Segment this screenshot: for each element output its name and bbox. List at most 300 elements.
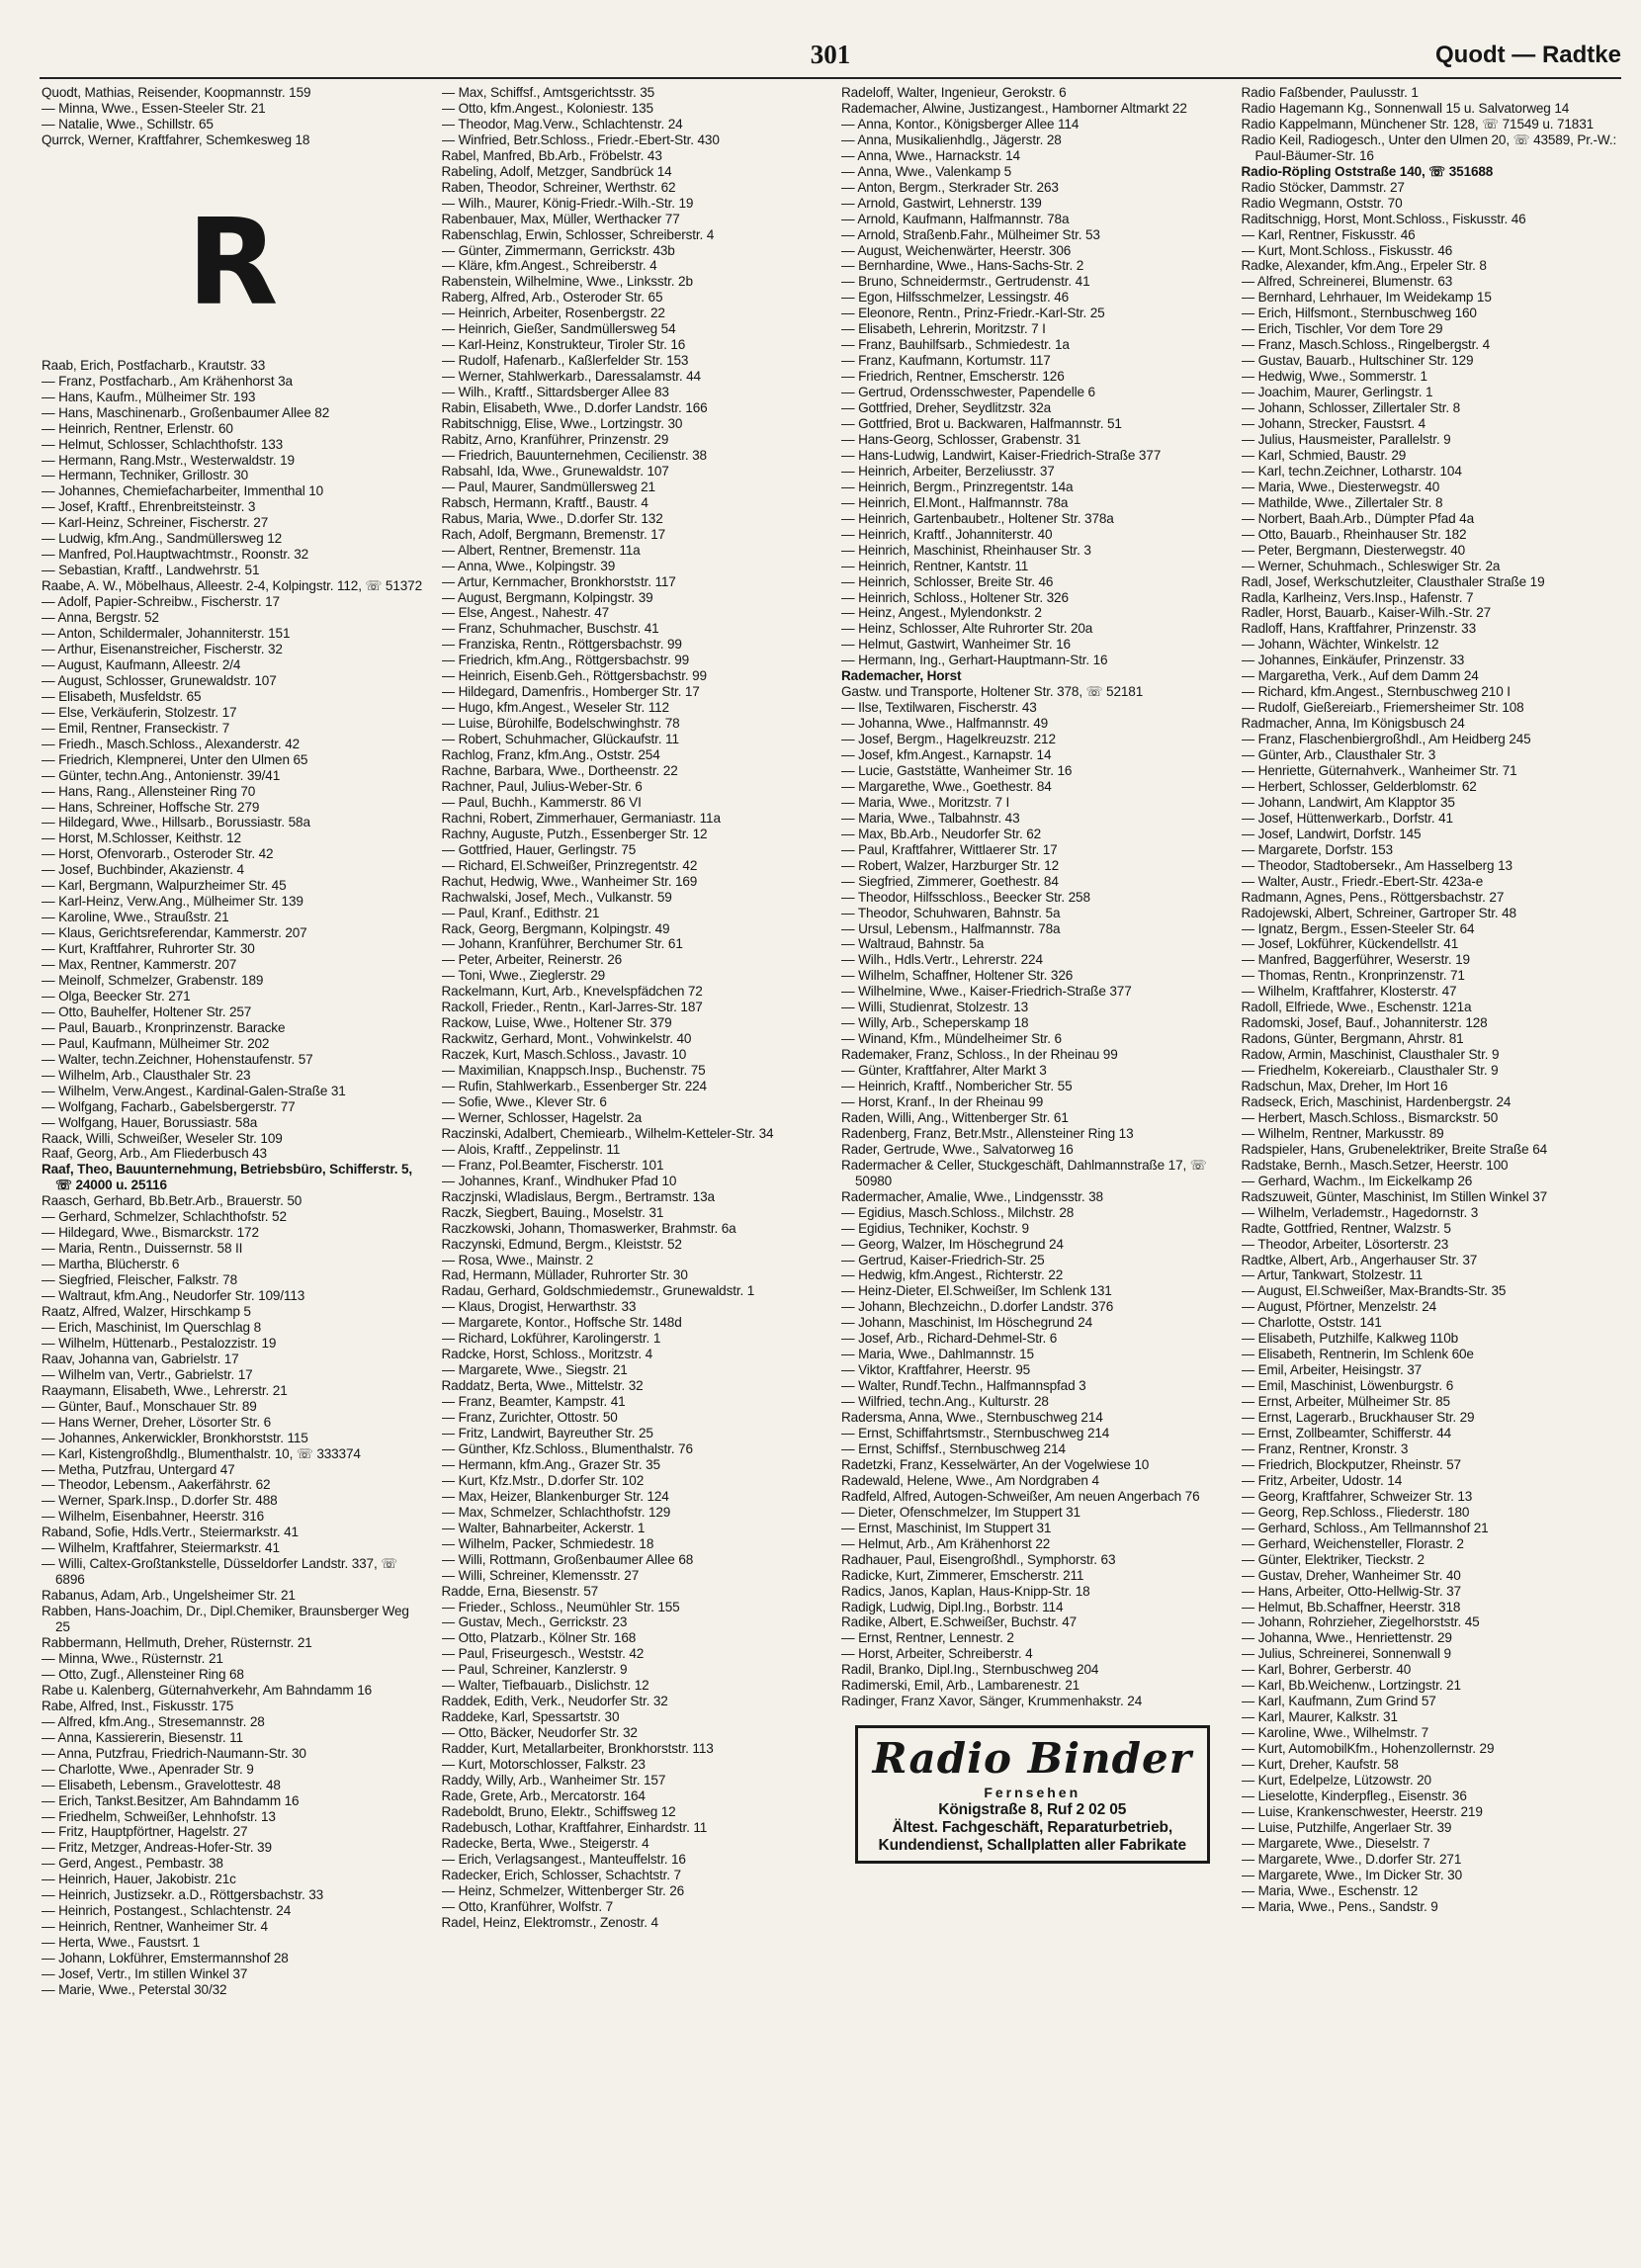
page-header	[40, 38, 1621, 77]
directory-entry: — Bruno, Schneidermstr., Gertrudenstr. 41	[841, 274, 1090, 290]
directory-entry: — Karl, Kaufmann, Zum Grind 57	[1241, 1694, 1436, 1709]
directory-entry: Raden, Willi, Ang., Wittenberger Str. 61	[841, 1109, 1069, 1125]
directory-entry: — Karl, Kistengroßhdlg., Blumenthalstr. 10, ☏ 333374	[42, 1445, 361, 1461]
directory-entry: — Hans-Ludwig, Landwirt, Kaiser-Friedrich-Straße 377	[841, 447, 1162, 463]
directory-entry: — Günter, techn.Ang., Antonienstr. 39/41	[42, 767, 281, 783]
directory-entry: — Johann, Kranführer, Berchumer Str. 61	[441, 936, 683, 952]
directory-entry: — Werner, Stahlwerkarb., Daressalamstr. 44	[441, 369, 701, 385]
directory-entry: — Erich, Tankst.Besitzer, Am Bahndamm 16	[42, 1792, 300, 1808]
directory-entry: — Friedrich, kfm.Ang., Röttgersbachstr. 99	[441, 653, 690, 668]
directory-entry: Radicke, Kurt, Zimmerer, Emscherstr. 211	[841, 1567, 1084, 1583]
directory-entry: Rabe u. Kalenberg, Güternahverkehr, Am Bahndamm 16	[42, 1682, 373, 1698]
running-head: Quodt — Radtke	[1434, 42, 1621, 68]
directory-entry: — Friedrich, Bauunternehmen, Cecilienstr. 38	[441, 447, 707, 463]
directory-entry: — Franz, Postfacharb., Am Krähenhorst 3a	[42, 373, 293, 389]
directory-entry: — Heinz-Dieter, El.Schweißer, Im Schlenk 131	[841, 1283, 1112, 1299]
directory-entry: — August, Kaufmann, Alleestr. 2/4	[42, 656, 241, 672]
directory-entry: Radecke, Berta, Wwe., Steigerstr. 4	[441, 1835, 649, 1851]
directory-entry: Rabitschnigg, Elise, Wwe., Lortzingstr. 30	[441, 416, 683, 432]
directory-entry: — Ernst, Arbeiter, Mülheimer Str. 85	[1241, 1394, 1450, 1410]
directory-entry: — Anna, Bergstr. 52	[42, 610, 159, 626]
directory-entry: — Gerhard, Schmelzer, Schlachthofstr. 52	[42, 1209, 287, 1225]
directory-entry: Raatz, Alfred, Walzer, Hirschkamp 5	[42, 1304, 251, 1319]
directory-entry: — Johann, Rohrzieher, Ziegelhorststr. 45	[1241, 1614, 1480, 1630]
directory-entry: Radenberg, Franz, Betr.Mstr., Allensteiner Ring 13	[841, 1125, 1134, 1141]
directory-entry: Radspieler, Hans, Grubenelektriker, Breite Straße 64	[1241, 1141, 1548, 1157]
directory-entry: — Max, Bb.Arb., Neudorfer Str. 62	[841, 826, 1042, 841]
directory-entry: — Gottfried, Hauer, Gerlingstr. 75	[441, 841, 637, 857]
directory-entry: — Heinrich, El.Mont., Halfmannstr. 78a	[841, 494, 1069, 510]
directory-entry: — Franz, Bauhilfsarb., Schmiedestr. 1a	[841, 337, 1070, 353]
directory-entry: — Kurt, Mont.Schloss., Fiskusstr. 46	[1241, 242, 1453, 258]
directory-entry: — Josef, Buchbinder, Akazienstr. 4	[42, 862, 244, 878]
directory-entry: — Walter, Rundf.Techn., Halfmannspfad 3	[841, 1378, 1086, 1394]
directory-entry: — Else, Verkäuferin, Stolzestr. 17	[42, 704, 237, 720]
directory-entry: — Mathilde, Wwe., Zillertaler Str. 8	[1241, 494, 1443, 510]
directory-entry: — Heinrich, Kraftf., Nombericher Str. 55	[841, 1079, 1073, 1094]
directory-entry: Quodt, Mathias, Reisender, Koopmannstr. 159	[42, 85, 311, 100]
directory-entry: Raczk, Siegbert, Bauing., Moselstr. 31	[441, 1204, 664, 1220]
directory-entry: Raddy, Willy, Arb., Wanheimer Str. 157	[441, 1772, 666, 1788]
directory-entry: — Waltraud, Bahnstr. 5a	[841, 936, 985, 952]
directory-entry: — Anna, Kassiererin, Biesenstr. 11	[42, 1729, 243, 1745]
directory-entry: — Wilhelm van, Vertr., Gabrielstr. 17	[42, 1366, 253, 1382]
directory-entry: — Fritz, Hauptpförtner, Hagelstr. 27	[42, 1824, 248, 1840]
directory-entry: — Hugo, kfm.Angest., Weseler Str. 112	[441, 700, 669, 716]
directory-entry: — Theodor, Hilfsschloss., Beecker Str. 258	[841, 889, 1090, 905]
directory-entry: Raabe, A. W., Möbelhaus, Alleestr. 2-4, Kolpingstr. 112, ☏ 51372	[42, 578, 422, 594]
directory-entry: — Georg, Kraftfahrer, Schweizer Str. 13	[1241, 1488, 1473, 1504]
directory-entry: — Artur, Kernmacher, Bronkhorststr. 117	[441, 573, 676, 589]
directory-entry: — Fritz, Arbeiter, Udostr. 14	[1241, 1472, 1403, 1488]
directory-entry: — Wilhelm, Verlademstr., Hagedornstr. 3	[1241, 1204, 1479, 1220]
directory-entry: — Friedrich, Blockputzer, Rheinstr. 57	[1241, 1456, 1461, 1472]
directory-entry: — Herbert, Masch.Schloss., Bismarckstr. 50	[1241, 1109, 1499, 1125]
directory-entry: Radio Kappelmann, Münchener Str. 128, ☏ 71549 u. 71831	[1241, 116, 1595, 131]
directory-entry: — August, El.Schweißer, Max-Brandts-Str. 35	[1241, 1283, 1507, 1299]
directory-entry: Radeloff, Walter, Ingenieur, Gerokstr. 6	[841, 85, 1067, 100]
directory-entry: — Ursul, Lebensm., Halfmannstr. 78a	[841, 920, 1061, 936]
directory-entry: — Arnold, Gastwirt, Lehnerstr. 139	[841, 195, 1042, 211]
directory-entry: — Elisabeth, Lehrerin, Moritzstr. 7 I	[841, 321, 1046, 337]
directory-entry: — Egidius, Techniker, Kochstr. 9	[841, 1220, 1029, 1236]
directory-entry: — Hildegard, Wwe., Hillsarb., Borussiastr. 58a	[42, 815, 310, 830]
directory-entry: — Theodor, Arbeiter, Lösorterstr. 23	[1241, 1236, 1449, 1252]
directory-entry: Radio Stöcker, Dammstr. 27	[1241, 179, 1405, 195]
directory-entry: — Erich, Maschinist, Im Querschlag 8	[42, 1319, 261, 1335]
directory-entry: Rack, Georg, Bergmann, Kolpingstr. 49	[441, 920, 670, 936]
directory-entry: Rachut, Hedwig, Wwe., Wanheimer Str. 169	[441, 873, 698, 889]
directory-entry: — Wilh., Kraftf., Sittardsberger Allee 83	[441, 385, 669, 400]
directory-entry: — Norbert, Baah.Arb., Dümpter Pfad 4a	[1241, 510, 1474, 526]
directory-entry: — Max, Schiffsf., Amtsgerichtsstr. 35	[441, 85, 655, 100]
directory-entry: — Friedh., Masch.Schloss., Alexanderstr. 42	[42, 736, 301, 751]
directory-entry: — Sofie, Wwe., Klever Str. 6	[441, 1094, 607, 1109]
directory-entry: — Kurt, Kfz.Mstr., D.dorfer Str. 102	[441, 1472, 645, 1488]
directory-entry: Radmacher, Anna, Im Königsbusch 24	[1241, 716, 1465, 732]
directory-entry: — Willi, Schreiner, Klemensstr. 27	[441, 1567, 640, 1583]
directory-entry: — Hans, Rang., Allensteiner Ring 70	[42, 783, 256, 799]
directory-entry: — Otto, Zugf., Allensteiner Ring 68	[42, 1666, 244, 1682]
directory-entry: Radszuweit, Günter, Maschinist, Im Stillen Winkel 37	[1241, 1188, 1548, 1204]
directory-entry: Radow, Armin, Maschinist, Clausthaler Str. 9	[1241, 1047, 1500, 1063]
directory-entry: — Otto, Bäcker, Neudorfer Str. 32	[441, 1725, 638, 1741]
directory-entry: — Werner, Schlosser, Hagelstr. 2a	[441, 1109, 643, 1125]
directory-entry: — Heinrich, Schloss., Holtener Str. 326	[841, 589, 1069, 605]
directory-entry: — Hildegard, Wwe., Bismarckstr. 172	[42, 1225, 259, 1241]
directory-entry: — Johann, Landwirt, Am Klapptor 35	[1241, 794, 1455, 810]
directory-entry: Radojewski, Albert, Schreiner, Gartroper Str. 48	[1241, 905, 1516, 920]
directory-entry: — Ludwig, kfm.Ang., Sandmüllersweg 12	[42, 531, 283, 547]
directory-entry: — Anna, Kontor., Königsberger Allee 114	[841, 116, 1080, 131]
directory-entry: — Josef, Lokführer, Kückendellstr. 41	[1241, 936, 1459, 952]
directory-entry: Rackow, Luise, Wwe., Holtener Str. 379	[441, 1015, 672, 1031]
directory-entry: — Luise, Bürohilfe, Bodelschwinghstr. 78	[441, 716, 680, 732]
directory-entry: — Karl, Bohrer, Gerberstr. 40	[1241, 1662, 1412, 1678]
directory-entry: Raczek, Kurt, Masch.Schloss., Javastr. 10	[441, 1047, 687, 1063]
directory-entry: — Josef, Vertr., Im stillen Winkel 37	[42, 1966, 248, 1982]
directory-entry: Raczkowski, Johann, Thomaswerker, Brahmstr. 6a	[441, 1220, 736, 1236]
directory-entry: — Margarethe, Wwe., Goethestr. 84	[841, 778, 1052, 794]
directory-entry: — Luise, Krankenschwester, Heerstr. 219	[1241, 1803, 1483, 1819]
directory-entry: — Anna, Putzfrau, Friedrich-Naumann-Str. 30	[42, 1745, 306, 1761]
directory-entry: — Lucie, Gaststätte, Wanheimer Str. 16	[841, 762, 1073, 778]
directory-entry: — Franz, Rentner, Kronstr. 3	[1241, 1440, 1409, 1456]
directory-entry: — Waltraut, kfm.Ang., Neudorfer Str. 109/113	[42, 1288, 305, 1304]
directory-entry: — Luise, Putzhilfe, Angerlaer Str. 39	[1241, 1819, 1452, 1835]
directory-entry: — Gottfried, Dreher, Seydlitzstr. 32a	[841, 400, 1052, 416]
directory-entry: — Johanna, Wwe., Halfmannstr. 49	[841, 716, 1049, 732]
directory-entry: Rader, Gertrude, Wwe., Salvatorweg 16	[841, 1141, 1074, 1157]
directory-entry: Radoll, Elfriede, Wwe., Eschenstr. 121a	[1241, 1000, 1472, 1015]
directory-entry: Radl, Josef, Werkschutzleiter, Clausthaler Straße 19	[1241, 573, 1545, 589]
directory-entry: — Maria, Wwe., Dahlmannstr. 15	[841, 1347, 1034, 1362]
ad-line: Fernsehen	[984, 1785, 1081, 1801]
directory-entry: — Wilhelm, Verw.Angest., Kardinal-Galen-Straße 31	[42, 1083, 346, 1098]
directory-entry: — Franz, Flaschenbiergroßhdl., Am Heidberg 245	[1241, 732, 1531, 747]
directory-entry: — Gerhard, Schloss., Am Tellmannshof 21	[1241, 1520, 1489, 1535]
directory-entry: — Heinz, Schmelzer, Wittenberger Str. 26	[441, 1882, 685, 1898]
directory-entry: Radschun, Max, Dreher, Im Hort 16	[1241, 1079, 1448, 1094]
directory-entry: — Heinz, Angest., Mylendonkstr. 2	[841, 605, 1042, 621]
directory-entry: — Bernhard, Lehrhauer, Im Weidekamp 15	[1241, 290, 1492, 305]
directory-entry: — Eleonore, Rentn., Prinz-Friedr.-Karl-Str. 25	[841, 305, 1105, 321]
directory-entry: — Henriette, Güternahverk., Wanheimer Str. 71	[1241, 762, 1517, 778]
directory-entry: — Kurt, Edelpelze, Lützowstr. 20	[1241, 1772, 1431, 1788]
directory-entry: Radeboldt, Bruno, Elektr., Schiffsweg 12	[441, 1803, 676, 1819]
directory-entry: — Hans, Schreiner, Hoffsche Str. 279	[42, 799, 260, 815]
advertisement-box	[855, 1725, 1210, 1864]
directory-entry: — Heinrich, Rentner, Erlenstr. 60	[42, 420, 233, 436]
directory-entry: — Walter, Bahnarbeiter, Ackerstr. 1	[441, 1520, 646, 1535]
page-number: 301	[810, 40, 851, 69]
directory-entry: Rabel, Manfred, Bb.Arb., Fröbelstr. 43	[441, 147, 662, 163]
directory-entry: — Paul, Maurer, Sandmüllersweg 21	[441, 479, 655, 494]
directory-entry: — Franz, Kaufmann, Kortumstr. 117	[841, 353, 1051, 369]
directory-entry: — Werner, Spark.Insp., D.dorfer Str. 488	[42, 1493, 278, 1509]
directory-entry: — Ernst, Rentner, Lennestr. 2	[841, 1630, 1014, 1646]
directory-entry: — Anna, Wwe., Harnackstr. 14	[841, 147, 1020, 163]
directory-entry: — Gustav, Bauarb., Hultschiner Str. 129	[1241, 353, 1474, 369]
directory-entry: — Johann, Wächter, Winkelstr. 12	[1241, 637, 1439, 653]
directory-entry: — Gottfried, Brot u. Backwaren, Halfmannstr. 51	[841, 416, 1122, 432]
directory-entry: Rabenschlag, Erwin, Schlosser, Schreiberstr. 4	[441, 226, 715, 242]
directory-entry: Radinger, Franz Xavor, Sänger, Krummenhakstr. 24	[841, 1694, 1143, 1709]
directory-entry: — Heinrich, Gartenbaubetr., Holtener Str. 378a	[841, 510, 1114, 526]
directory-entry: — Karl, Bergmann, Walpurzheimer Str. 45	[42, 878, 287, 894]
directory-entry: — Gerhard, Wachm., Im Eickelkamp 26	[1241, 1173, 1473, 1188]
directory-entry: — Günter, Kraftfahrer, Alter Markt 3	[841, 1063, 1047, 1079]
directory-entry: — Richard, Lokführer, Karolingerstr. 1	[441, 1331, 661, 1347]
directory-entry: — August, Pförtner, Menzelstr. 24	[1241, 1299, 1437, 1315]
directory-entry: — Wilh., Hdls.Vertr., Lehrerstr. 224	[841, 952, 1043, 968]
directory-entry: — Hermann, Rang.Mstr., Westerwaldstr. 19	[42, 452, 295, 468]
directory-entry: — Arnold, Straßenb.Fahr., Mülheimer Str. 53	[841, 226, 1100, 242]
directory-entry: Rachlog, Franz, kfm.Ang., Oststr. 254	[441, 747, 660, 763]
directory-entry: — Friedhelm, Kokereiarb., Clausthaler Str. 9	[1241, 1063, 1499, 1079]
directory-entry: — Theodor, Schuhwaren, Bahnstr. 5a	[841, 905, 1061, 920]
directory-entry: — Wilhelm, Kraftfahrer, Steiermarkstr. 41	[42, 1540, 280, 1556]
directory-entry: Radmann, Agnes, Pens., Röttgersbachstr. 27	[1241, 889, 1505, 905]
directory-entry: — Hildegard, Damenfris., Homberger Str. 17	[441, 684, 700, 700]
directory-entry: Raczjnski, Wladislaus, Bergm., Bertramstr. 13a	[441, 1188, 715, 1204]
directory-entry: — Herta, Wwe., Faustsrt. 1	[42, 1935, 201, 1951]
directory-entry: — Heinrich, Justizsekr. a.D., Röttgersbachstr. 33	[42, 1887, 324, 1903]
directory-entry: — Ernst, Zollbeamter, Schifferstr. 44	[1241, 1426, 1452, 1441]
directory-entry: Rachny, Auguste, Putzh., Essenberger Str. 12	[441, 826, 708, 841]
header-rule	[40, 77, 1621, 79]
directory-entry: — Franz, Schuhmacher, Buschstr. 41	[441, 621, 659, 637]
directory-entry: — Josef, Landwirt, Dorfstr. 145	[1241, 826, 1422, 841]
bold-entry: Rademacher, Horst	[841, 668, 962, 684]
directory-entry: — Maria, Wwe., Pens., Sandstr. 9	[1241, 1898, 1438, 1914]
directory-entry: Raab, Erich, Postfacharb., Krautstr. 33	[42, 357, 266, 373]
directory-entry: — Paul, Schreiner, Kanzlerstr. 9	[441, 1662, 628, 1678]
directory-entry: — Heinrich, Eisenb.Geh., Röttgersbachstr. 99	[441, 668, 707, 684]
directory-entry: — Margarete, Wwe., Im Dicker Str. 30	[1241, 1867, 1462, 1882]
directory-entry: — Heinrich, Postangest., Schlachtenstr. 24	[42, 1903, 292, 1919]
directory-entry: — Friedhelm, Schweißer, Lehnhofstr. 13	[42, 1808, 276, 1824]
directory-entry: — Wolfgang, Facharb., Gabelsbergerstr. 77	[42, 1098, 296, 1114]
directory-entry: — Alfred, Schreinerei, Blumenstr. 63	[1241, 274, 1453, 290]
directory-entry: — Manfred, Baggerführer, Weserstr. 19	[1241, 952, 1470, 968]
directory-entry: — Maria, Wwe., Talbahnstr. 43	[841, 810, 1020, 826]
section-letter: R	[187, 194, 279, 332]
directory-entry: Raberg, Alfred, Arb., Osteroder Str. 65	[441, 290, 663, 305]
directory-entry: — Paul, Friseurgesch., Weststr. 42	[441, 1646, 645, 1662]
directory-entry: — Willi, Rottmann, Großenbaumer Allee 68	[441, 1551, 694, 1567]
directory-entry: — Josef, Bergm., Hagelkreuzstr. 212	[841, 732, 1056, 747]
directory-entry: — Rosa, Wwe., Mainstr. 2	[441, 1252, 594, 1267]
directory-entry: — Günter, Elektriker, Tieckstr. 2	[1241, 1551, 1425, 1567]
directory-entry: Raaf, Georg, Arb., Am Fliederbusch 43	[42, 1146, 267, 1162]
directory-entry: Radde, Erna, Biesenstr. 57	[441, 1583, 599, 1599]
directory-entry: — Sebastian, Kraftf., Landwehrstr. 51	[42, 563, 260, 578]
directory-entry: — Georg, Rep.Schloss., Fliederstr. 180	[1241, 1504, 1470, 1520]
directory-entry: — Josef, Arb., Richard-Dehmel-Str. 6	[841, 1331, 1058, 1347]
directory-entry: — Wolfgang, Hauer, Borussiastr. 58a	[42, 1114, 258, 1130]
directory-entry: — Elisabeth, Putzhilfe, Kalkweg 110b	[1241, 1331, 1459, 1347]
directory-entry: — August, Schlosser, Grunewaldstr. 107	[42, 672, 277, 688]
directory-entry: — Rudolf, Gießereiarb., Friemersheimer Str. 108	[1241, 700, 1524, 716]
directory-entry: — Heinrich, Rentner, Kantstr. 11	[841, 558, 1029, 573]
directory-entry: — Robert, Schuhmacher, Glückaufstr. 11	[441, 732, 679, 747]
bold-entry: Raaf, Theo, Bauunternehmung, Betriebsbüro, Schifferstr. 5, ☏ 24000 u. 25116	[42, 1162, 413, 1193]
directory-entry: Rabeling, Adolf, Metzger, Sandbrück 14	[441, 163, 672, 179]
column-3	[841, 85, 1224, 2258]
directory-entry: — Karl, Schmied, Baustr. 29	[1241, 447, 1407, 463]
directory-entry: — Josef, Kraftf., Ehrenbreitsteinstr. 3	[42, 499, 256, 515]
directory-entry: — Heinrich, Arbeiter, Berzeliusstr. 37	[841, 463, 1055, 479]
directory-entry: Radewald, Helene, Wwe., Am Nordgraben 4	[841, 1472, 1099, 1488]
directory-entry: Radigk, Ludwig, Dipl.Ing., Borbstr. 114	[841, 1599, 1064, 1614]
directory-entry: — Manfred, Pol.Hauptwachtmstr., Roonstr. 32	[42, 547, 309, 563]
directory-entry: Rabenbauer, Max, Müller, Werthacker 77	[441, 211, 680, 226]
directory-entry: — Willi, Caltex-Großtankstelle, Düsseldorfer Landstr. 337, ☏ 6896	[42, 1556, 398, 1588]
directory-entry: — Thomas, Rentn., Kronprinzenstr. 71	[1241, 968, 1465, 984]
directory-entry: — Otto, Kranführer, Wolfstr. 7	[441, 1898, 614, 1914]
directory-entry: Radel, Heinz, Elektromstr., Zenostr. 4	[441, 1914, 658, 1930]
directory-entry: — Charlotte, Wwe., Apenrader Str. 9	[42, 1761, 254, 1777]
directory-entry: — Heinrich, Schlosser, Breite Str. 46	[841, 573, 1054, 589]
directory-entry: — Margarete, Wwe., Siegstr. 21	[441, 1362, 628, 1378]
ad-logo: Radio Binder	[872, 1734, 1192, 1784]
directory-entry: Radke, Alexander, kfm.Ang., Erpeler Str. 8	[1241, 258, 1487, 274]
directory-entry: — Franz, Beamter, Kampstr. 41	[441, 1394, 626, 1410]
directory-entry: Rademaker, Franz, Schloss., In der Rheinau 99	[841, 1047, 1118, 1063]
directory-entry: — Erich, Verlagsangest., Manteuffelstr. 16	[441, 1851, 686, 1867]
directory-entry: Radla, Karlheinz, Vers.Insp., Hafenstr. 7	[1241, 589, 1474, 605]
directory-entry: — Heinrich, Gießer, Sandmüllersweg 54	[441, 321, 676, 337]
directory-entry: — Peter, Bergmann, Diesterwegstr. 40	[1241, 542, 1466, 558]
directory-entry: — Johanna, Wwe., Henriettenstr. 29	[1241, 1630, 1452, 1646]
directory-entry: — Johann, Blechzeichn., D.dorfer Landstr. 376	[841, 1299, 1114, 1315]
directory-entry: — Martha, Blücherstr. 6	[42, 1257, 180, 1272]
directory-entry: Raditschnigg, Horst, Mont.Schloss., Fiskusstr. 46	[1241, 211, 1526, 226]
directory-entry: — Johann, Strecker, Faustsrt. 4	[1241, 416, 1425, 432]
directory-entry: Raasch, Gerhard, Bb.Betr.Arb., Brauerstr. 50	[42, 1193, 302, 1209]
directory-entry: — Wilhelm, Arb., Clausthaler Str. 23	[42, 1067, 251, 1083]
directory-entry: Radio Hagemann Kg., Sonnenwall 15 u. Salvatorweg 14	[1241, 100, 1570, 116]
directory-entry: — Meinolf, Schmelzer, Grabenstr. 189	[42, 972, 264, 988]
directory-entry: — Anna, Wwe., Kolpingstr. 39	[441, 558, 616, 573]
directory-entry: — Heinrich, Hauer, Jakobistr. 21c	[42, 1872, 236, 1887]
directory-entry: — Paul, Kranf., Edithstr. 21	[441, 905, 600, 920]
directory-entry: Raczynski, Edmund, Bergm., Kleiststr. 52	[441, 1236, 682, 1252]
directory-entry: — Egidius, Masch.Schloss., Milchstr. 28	[841, 1204, 1075, 1220]
directory-entry: Radcke, Horst, Schloss., Moritzstr. 4	[441, 1347, 653, 1362]
directory-entry: — Ernst, Schiffsf., Sternbuschweg 214	[841, 1440, 1066, 1456]
directory-entry: — Arnold, Kaufmann, Halfmannstr. 78a	[841, 211, 1070, 226]
directory-entry: Rade, Grete, Arb., Mercatorstr. 164	[441, 1788, 646, 1803]
directory-entry: — Wilfried, techn.Ang., Kulturstr. 28	[841, 1394, 1049, 1410]
directory-entry: — Karl-Heinz, Verw.Ang., Mülheimer Str. 139	[42, 894, 303, 910]
directory-entry: — Franz, Zurichter, Ottostr. 50	[441, 1410, 618, 1426]
directory-entry: Rad, Hermann, Müllader, Ruhrorter Str. 30	[441, 1267, 688, 1283]
directory-entry: Radecker, Erich, Schlosser, Schachtstr. 7	[441, 1867, 681, 1882]
column-1	[42, 85, 424, 2258]
directory-entry: — Horst, Kranf., In der Rheinau 99	[841, 1094, 1044, 1109]
directory-entry: — Günter, Zimmermann, Gerrickstr. 43b	[441, 242, 675, 258]
directory-entry: Qurrck, Werner, Kraftfahrer, Schemkesweg 18	[42, 131, 310, 147]
directory-entry: — Ernst, Lagerarb., Bruckhauser Str. 29	[1241, 1410, 1475, 1426]
directory-entry: — Johannes, Ankerwickler, Bronkhorststr. 115	[42, 1430, 308, 1445]
directory-entry: Rackelmann, Kurt, Arb., Knevelspfädchen 72	[441, 984, 703, 1000]
directory-entry: — Kurt, AutomobilKfm., Hohenzollernstr. 29	[1241, 1741, 1495, 1757]
directory-entry: — Paul, Bauarb., Kronprinzenstr. Baracke	[42, 1019, 286, 1035]
directory-entry: — Johann, Schlosser, Zillertaler Str. 8	[1241, 400, 1461, 416]
directory-entry: — Margarete, Wwe., Dieselstr. 7	[1241, 1835, 1430, 1851]
directory-entry: Rabsahl, Ida, Wwe., Grunewaldstr. 107	[441, 463, 669, 479]
directory-entry: Raack, Willi, Schweißer, Weseler Str. 109	[42, 1130, 283, 1146]
directory-columns	[42, 85, 1623, 2258]
directory-entry: — Emil, Maschinist, Löwenburgstr. 6	[1241, 1378, 1454, 1394]
directory-entry: — Maria, Wwe., Diesterwegstr. 40	[1241, 479, 1440, 494]
directory-entry: — Gerd, Angest., Pembastr. 38	[42, 1856, 223, 1872]
directory-entry: — Hans, Arbeiter, Otto-Hellwig-Str. 37	[1241, 1583, 1461, 1599]
directory-entry: — Otto, Platzarb., Kölner Str. 168	[441, 1630, 637, 1646]
directory-entry: Gastw. und Transporte, Holtener Str. 378, ☏ 52181	[841, 684, 1144, 700]
directory-entry: — Joachim, Maurer, Gerlingstr. 1	[1241, 385, 1433, 400]
directory-entry: — Lieselotte, Kinderpfleg., Eisenstr. 36	[1241, 1788, 1467, 1803]
directory-entry: — Wilhelm, Hüttenarb., Pestalozzistr. 19	[42, 1335, 277, 1351]
directory-entry: — Karl, Maurer, Kalkstr. 31	[1241, 1709, 1398, 1725]
directory-entry: — Erich, Tischler, Vor dem Tore 29	[1241, 321, 1443, 337]
directory-entry: — Maria, Wwe., Moritzstr. 7 I	[841, 794, 1010, 810]
directory-entry: — Viktor, Kraftfahrer, Heerstr. 95	[841, 1362, 1031, 1378]
directory-entry: Rackwitz, Gerhard, Mont., Vohwinkelstr. 40	[441, 1031, 692, 1047]
directory-entry: — Max, Schmelzer, Schlachthofstr. 129	[441, 1504, 671, 1520]
directory-entry: — Metha, Putzfrau, Untergard 47	[42, 1461, 235, 1477]
directory-entry: Radhauer, Paul, Eisengroßhdl., Symphorstr. 63	[841, 1551, 1116, 1567]
directory-entry: — Hans, Maschinenarb., Großenbaumer Allee 82	[42, 404, 330, 420]
directory-entry: Radebusch, Lothar, Kraftfahrer, Einhardstr. 11	[441, 1819, 708, 1835]
directory-entry: — Horst, Arbeiter, Schreiberstr. 4	[841, 1646, 1033, 1662]
directory-entry: Raben, Theodor, Schreiner, Werthstr. 62	[441, 179, 676, 195]
directory-entry: Radtke, Albert, Arb., Angerhauser Str. 37	[1241, 1252, 1478, 1267]
directory-entry: — Albert, Rentner, Bremenstr. 11a	[441, 542, 641, 558]
directory-entry: — Arthur, Eisenanstreicher, Fischerstr. 32	[42, 641, 283, 656]
directory-entry: Radio Faßbender, Paulusstr. 1	[1241, 85, 1419, 100]
directory-entry: — Theodor, Stadtobersekr., Am Hasselberg 13	[1241, 857, 1512, 873]
directory-entry: — Rudolf, Hafenarb., Kaßlerfelder Str. 153	[441, 353, 689, 369]
directory-entry: Radons, Günter, Bergmann, Ahrstr. 81	[1241, 1031, 1464, 1047]
directory-entry: — Karoline, Wwe., Straußstr. 21	[42, 910, 229, 925]
directory-entry: — Heinrich, Maschinist, Rheinhauser Str. 3	[841, 542, 1091, 558]
column-2	[442, 85, 824, 2258]
directory-entry: — Johannes, Chemiefacharbeiter, Immenthal 10	[42, 483, 324, 499]
directory-entry: — Wilh., Maurer, König-Friedr.-Wilh.-Str. 19	[441, 195, 694, 211]
directory-entry: Rademacher, Alwine, Justizangest., Hamborner Altmarkt 22	[841, 100, 1187, 116]
directory-entry: — Karl, Rentner, Fiskusstr. 46	[1241, 226, 1416, 242]
directory-entry: — Günther, Kfz.Schloss., Blumenthalstr. 76	[441, 1440, 693, 1456]
directory-entry: Rackoll, Frieder., Rentn., Karl-Jarres-Str. 187	[441, 1000, 703, 1015]
directory-entry: — Paul, Kaufmann, Mülheimer Str. 202	[42, 1035, 270, 1051]
directory-entry: — Helmut, Bb.Schaffner, Heerstr. 318	[1241, 1599, 1461, 1614]
directory-entry: — Gerhard, Weichensteller, Florastr. 2	[1241, 1535, 1464, 1551]
directory-entry: — Kurt, Motorschlosser, Falkstr. 23	[441, 1757, 646, 1773]
directory-entry: — Anna, Wwe., Valenkamp 5	[841, 163, 1012, 179]
directory-entry: Rachner, Paul, Julius-Weber-Str. 6	[441, 778, 643, 794]
directory-entry: Raav, Johanna van, Gabrielstr. 17	[42, 1351, 239, 1366]
directory-entry: — Maria, Rentn., Duissernstr. 58 II	[42, 1241, 243, 1257]
directory-entry: — Elisabeth, Rentnerin, Im Schlenk 60e	[1241, 1347, 1474, 1362]
directory-entry: Raczinski, Adalbert, Chemiearb., Wilhelm-Ketteler-Str. 34	[441, 1125, 774, 1141]
directory-entry: — Natalie, Wwe., Schillstr. 65	[42, 116, 214, 131]
directory-entry: — Kurt, Dreher, Kaufstr. 58	[1241, 1757, 1399, 1773]
directory-entry: — Maria, Wwe., Eschenstr. 12	[1241, 1882, 1419, 1898]
directory-entry: — Dieter, Ofenschmelzer, Im Stuppert 31	[841, 1504, 1080, 1520]
